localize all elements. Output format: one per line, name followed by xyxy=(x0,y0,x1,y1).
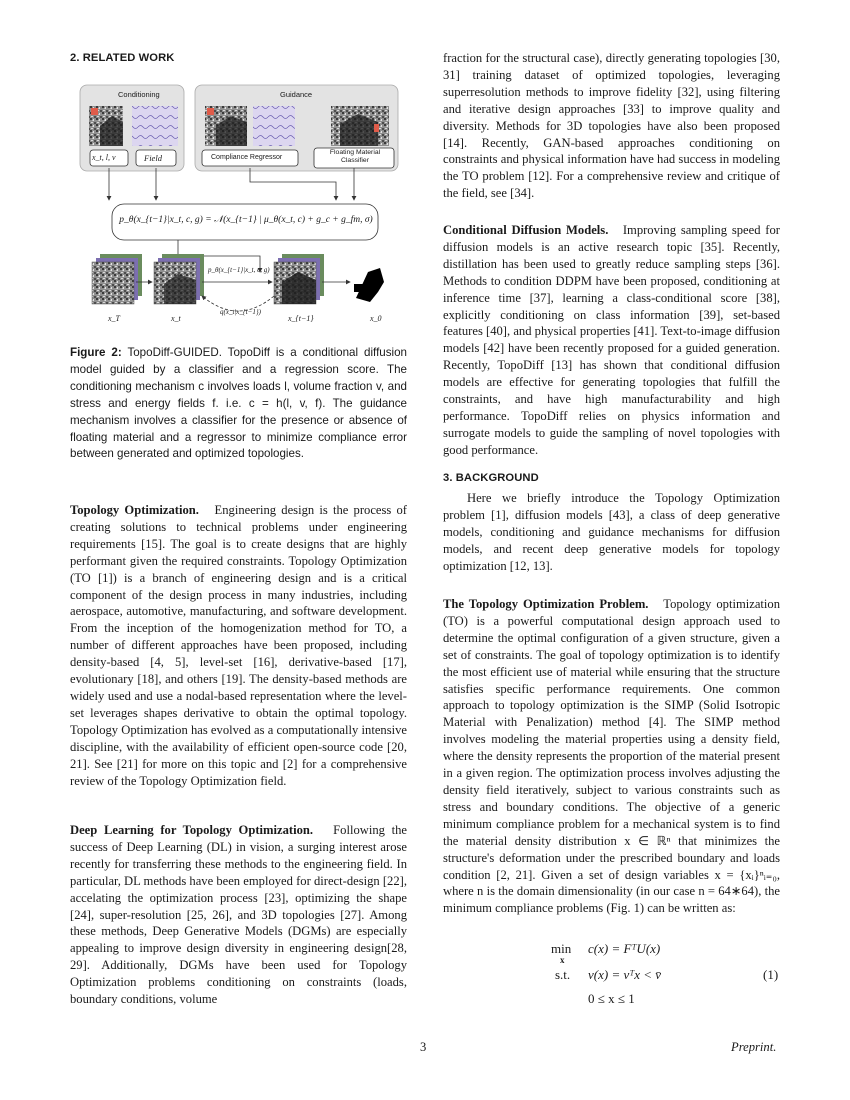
eq-constraint: v(x) = vᵀx < v̄ xyxy=(588,967,662,982)
x0-label: x_0 xyxy=(370,314,382,323)
eq-bounds: 0 ≤ x ≤ 1 xyxy=(588,991,635,1006)
section-heading-background: 3. BACKGROUND xyxy=(443,472,539,484)
conditioning-label: Conditioning xyxy=(118,90,160,99)
preprint-label: Preprint. xyxy=(731,1040,777,1054)
heading-deep-learning: Deep Learning for Topology Optimization. xyxy=(70,823,314,837)
guidance-label: Guidance xyxy=(280,90,313,99)
loads-label: x_t, l, v xyxy=(92,153,116,162)
figure-2 xyxy=(78,82,400,327)
heading-conditional-diffusion: Conditional Diffusion Models. xyxy=(443,223,609,237)
paragraph-conditional-diffusion xyxy=(443,222,780,459)
page-number: 3 xyxy=(420,1040,427,1054)
caption-label: Figure 2: xyxy=(70,346,122,359)
eq-min-sub: x xyxy=(560,955,565,965)
q-label: q(x_t|x_{t−1}) xyxy=(220,308,262,316)
figure-equation: p_θ(x_{t−1}|x_t, c, g) = 𝒩(x_{t−1} | μ_θ(x_t, c) + g_c + g_fm, σ) xyxy=(119,215,373,225)
xt-label: x_t xyxy=(171,314,181,323)
paragraph-right-top: fraction for the structural case), directly generating topologies [30, 31] training dataset of optimized topologies, leveraging superresolution methods to improve fidelity [32], using filtering and iterative design approaches [33] to improve quality and diversity. Methods for 3D topologies have also been proposed [14]. Recently, GAN-based approaches conditioning on constraints and physical information have had success in modeling the TO problem [12]. For a comprehensive review and critique of the field, see [34]. xyxy=(443,51,780,201)
classifier-label: Floating Material Classifier xyxy=(329,149,381,164)
p-theta-label: p_θ(x_{t−1}|x_t, c, g) xyxy=(208,266,270,274)
eq-st: s.t. xyxy=(555,967,571,982)
heading-to-problem: The Topology Optimization Problem. xyxy=(443,597,649,611)
heading-topology-optimization: Topology Optimization. xyxy=(70,503,199,517)
caption-text: TopoDiff-GUIDED. TopoDiff is a conditional diffusion model guided by a classifier and a regression score. The conditioning mechanism c involves loads l, volume fraction v, and stress and energy fields f. i.e. c = h(l, v, f). The guidance mechanism involves a classifier for the presence or absence of floating material and a regressor to minimize compliance error between generated and optimized topologies. xyxy=(70,346,408,461)
text-to-problem: Topology optimization (TO) is a powerful computational design approach used to determine the optimal configuration of a given structure, given a set of constraints. The goal of topology optimization is to identify the most efficient use of material while ensuring that the structure satisfies specific performance requirements. One common approach to topology optimization is the SIMP (Solid Isotropic Material with Penalization) method [4]. The SIMP method involves modeling the material properties using a density field, where the density represents the proportion of the material present in a given region. The optimization process involves adjusting the density field iteratively, subject to various constraints such as stress and boundary conditions. The objective of a generic minimum compliance problem for a mechanical system is to find the material density distribution x ∈ ℝⁿ that minimizes the structure's deformation under the prescribed boundary and loads condition [2, 21]. Given a set of design variables x = {xᵢ}ⁿᵢ₌₀, where n is the domain dimensionality (in our case n = 64∗64), the minimum compliance problems (Fig. 1) can be written as: xyxy=(443,597,781,916)
text-deep-learning: Following the success of Deep Learning (DL) in vision, a surging interest arose recently for transferring these methods to the engineering field. In particular, DL methods have been employed for direct-design [22], accelating the optimization process [23], optimizing the shape [24], super-resolution [25, 26], and 3D topologies [27]. Among these methods, Deep Generative Models (DGMs) are especially appealing to improve design diversity in engineering design[28, 29]. Additionally, DGMs have been used for Topology Optimization problems conditioning on constraints (loads, boundary conditions, volume xyxy=(70,823,407,1007)
xt-1-label: x_{t−1} xyxy=(288,314,314,323)
xT-label: x_T xyxy=(108,314,120,323)
figure-caption xyxy=(70,345,407,463)
text-topology-optimization: Engineering design is the process of creating solutions to technical problems under engineering requirements [15]. The goal is to create designs that are highly performant given the required constraints. Topology Optimization (TO [1]) is a branch of engineering design and is a critical component of the design process in many industries, including aerospace, automotive, manufacturing, and software development. From the inception of the homogenization method for TO, a number of different approaches have been proposed, including density-based [4, 5], level-set [16], derivative-based [17], evolutionary [18], and others [19]. The density-based methods are widely used and use a nodal-based representation where the level-set leverages shapes derivative to obtain the optimal topology. Topology Optimization has evolved as a computationally intensive discipline, with the availability of efficient open-source code [20, 21]. See [21] for more on this topic and [2] for a comprehensive review of the Topology Optimization field. xyxy=(70,503,408,788)
paragraph-to-problem xyxy=(443,596,780,917)
field-label: Field xyxy=(144,153,162,163)
paragraph-deep-learning xyxy=(70,822,407,1008)
regressor-label: Compliance Regressor xyxy=(211,154,283,161)
section-heading-related-work: 2. RELATED WORK xyxy=(70,52,175,64)
paragraph-background: Here we briefly introduce the Topology Optimization problem [1], diffusion models [43], a class of deep generative models, conditioning and guidance mechanisms for diffusion models, and recent deep generative models for topology optimization [12, 13]. xyxy=(443,491,780,573)
paragraph-topology-optimization xyxy=(70,502,407,789)
text-conditional-diffusion: Improving sampling speed for diffusion models is an active research topic [35]. Recently, distillation has been used to greatly reduce sampling steps [36]. Methods to condition DDPM have been proposed, conditioning at inference time [37], learning a class-conditional score [38], explicitly conditioning on class information [39], set-based features [40], and physical properties [41]. Text-to-image diffusion models [42] have been recently proposed for a guided generation. Recently, TopoDiff [13] has shown that conditional diffusion models are effective for generating topologies that fulfill the constraints, and have high manufacturability and high performance. TopoDiff relies on physics information and surrogate models to guide the sampling of novel topologies with good performance. xyxy=(443,223,780,457)
eq-min: min xyxy=(551,941,572,956)
eq-number: (1) xyxy=(763,967,779,982)
eq-objective: c(x) = FᵀU(x) xyxy=(588,941,661,956)
